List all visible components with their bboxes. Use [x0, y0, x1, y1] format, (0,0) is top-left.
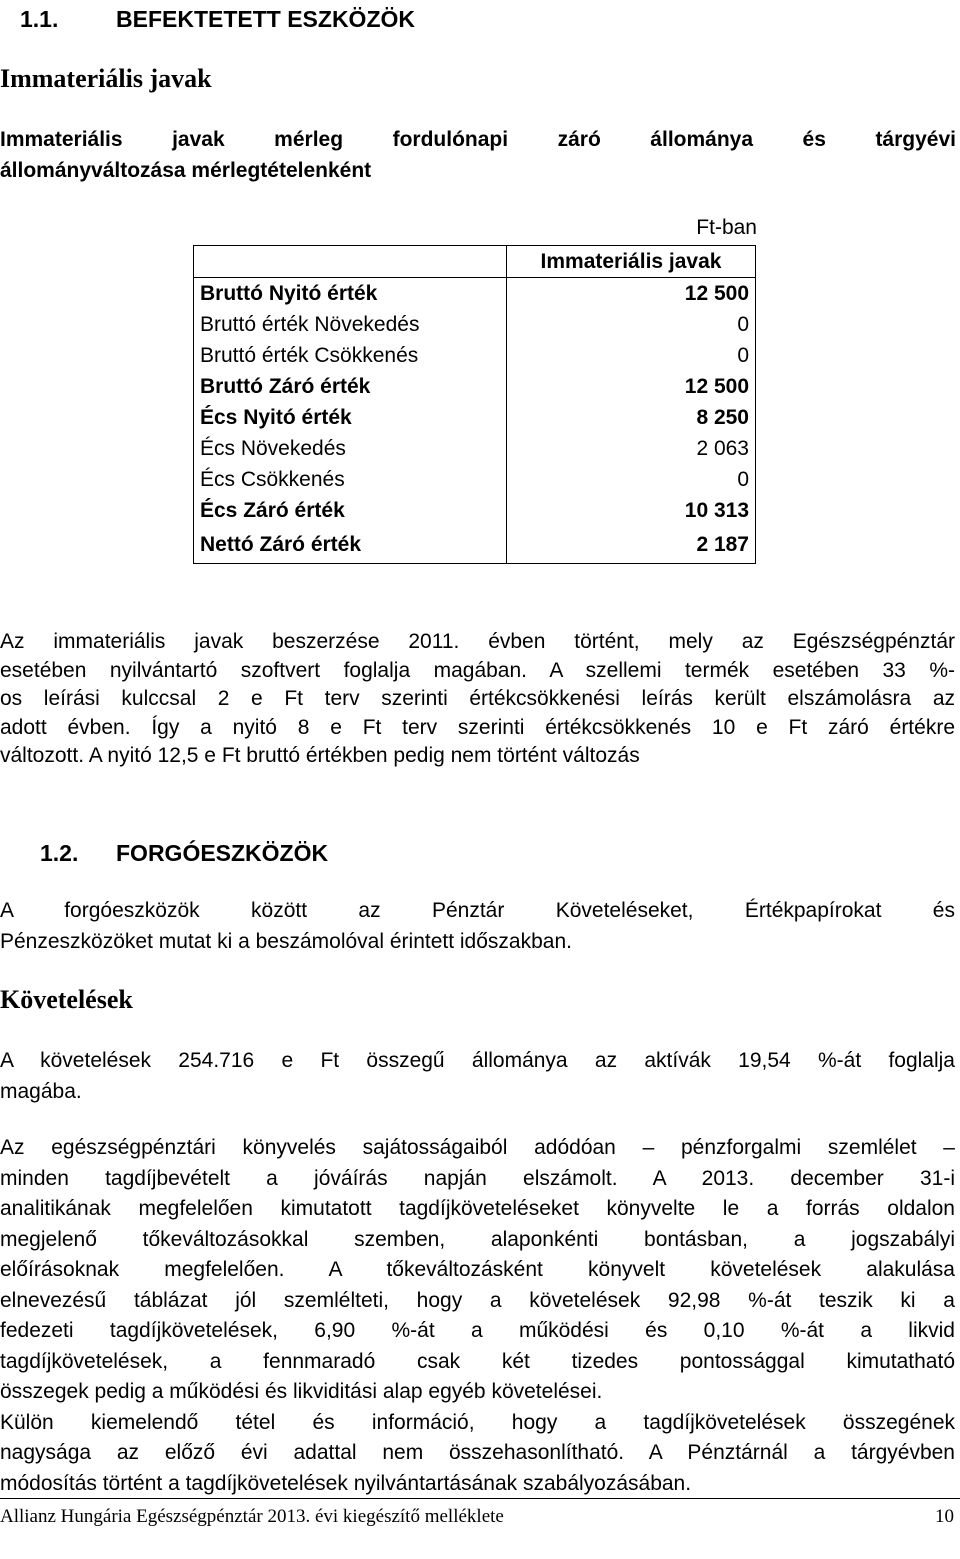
table-row — [194, 464, 756, 495]
table-header-row — [194, 246, 756, 278]
paragraph-line: módosítás történt a tagdíjkövetelések nyilvántartásának szabályozásában. — [0, 1471, 692, 1495]
row-label: Bruttó Záró érték — [194, 371, 507, 402]
paragraph-line: elnevezésű táblázat jól szemlélteti, hogy a követelések 92,98 %-át teszik ki a — [0, 1288, 955, 1312]
table-row — [194, 309, 756, 340]
row-label: Bruttó érték Csökkenés — [194, 340, 507, 371]
table-row — [194, 340, 756, 371]
intangible-paragraph — [0, 628, 955, 771]
paragraph-line: A követelések 254.716 e Ft összegű állománya az aktívák 19,54 %-át foglalja — [0, 1049, 955, 1072]
footer-rule — [0, 1498, 960, 1499]
section-title-1-2: FORGÓESZKÖZÖK — [116, 840, 329, 866]
table-row — [194, 402, 756, 433]
intangible-heading: Immateriális javak — [0, 64, 212, 93]
intangible-subheading — [0, 124, 956, 186]
current-assets-paragraph — [0, 896, 955, 957]
page-number: 10 — [935, 1506, 954, 1527]
paragraph-line: Külön kiemelendő tétel és információ, hogy a tagdíjkövetelések összegének — [0, 1410, 955, 1434]
row-label: Écs Csökkenés — [194, 464, 507, 495]
row-value: 0 — [507, 309, 756, 340]
row-label: Écs Nyitó érték — [194, 402, 507, 433]
subheading-line: állományváltozása mérlegtételenként — [0, 159, 372, 182]
row-value: 8 250 — [507, 402, 756, 433]
paragraph-line: A forgóeszközök között az Pénztár Követeléseket, Értékpapírokat és — [0, 899, 955, 922]
paragraph-line: Az immateriális javak beszerzése 2011. évben történt, mely az Egészségpénztár — [0, 630, 955, 653]
paragraph-line: változott. A nyitó 12,5 e Ft bruttó értékben pedig nem történt változás — [0, 744, 640, 767]
paragraph-line: nagysága az előző évi adattal nem összehasonlítható. A Pénztárnál a tárgyévben — [0, 1441, 955, 1464]
receivables-heading: Követelések — [0, 985, 133, 1014]
footer-text: Allianz Hungária Egészségpénztár 2013. évi kiegészítő melléklete — [0, 1506, 504, 1527]
row-value: 2 187 — [507, 526, 756, 564]
paragraph-line: analitikának megfelelően kimutatott tagdíjköveteléseket könyvelte le a forrás oldalon — [0, 1197, 955, 1220]
table-row — [194, 433, 756, 464]
paragraph-line: fedezeti tagdíjkövetelések, 6,90 %-át a működési és 0,10 %-át a likvid — [0, 1319, 955, 1342]
row-label: Écs Növekedés — [194, 433, 507, 464]
row-value: 0 — [507, 340, 756, 371]
table-row — [194, 371, 756, 402]
table-row — [194, 495, 756, 526]
paragraph-line: összegek pedig a működési és likviditási alap egyéb követelései. — [0, 1380, 603, 1403]
intangible-assets-table — [193, 245, 756, 564]
row-label: Bruttó érték Növekedés — [194, 309, 507, 340]
section-title-1-1: BEFEKTETETT ESZKÖZÖK — [116, 6, 415, 32]
paragraph-line: magába. — [0, 1079, 82, 1103]
paragraph-line: Az egészségpénztári könyvelés sajátosságaiból adódóan – pénzforgalmi szemlélet – — [0, 1136, 955, 1159]
row-value: 10 313 — [507, 495, 756, 526]
row-label: Nettó Záró érték — [194, 526, 507, 564]
subheading-line: Immateriális javak mérleg fordulónapi záró állománya és tárgyévi — [0, 128, 956, 151]
section-number-1-1: 1.1. — [20, 6, 59, 32]
row-value: 0 — [507, 464, 756, 495]
paragraph-line: tagdíjkövetelések, a fennmaradó csak két tizedes pontossággal kimutatható — [0, 1349, 955, 1373]
row-value: 12 500 — [507, 278, 756, 310]
row-value: 12 500 — [507, 371, 756, 402]
receivables-paragraph-1 — [0, 1046, 955, 1107]
paragraph-line: os leírási kulccsal 2 e Ft terv szerinti értékcsökkenési leírás került elszámolásra az — [0, 687, 955, 710]
paragraph-line: megjelenő tőkeváltozásokkal szemben, alaponkénti bontásban, a jogszabályi — [0, 1227, 955, 1251]
paragraph-line: esetében nyilvántartó szoftvert foglalja magában. A szellemi termék esetében 33 %- — [0, 658, 955, 682]
section-number-1-2: 1.2. — [40, 840, 79, 866]
paragraph-line: előírásoknak megfelelően. A tőkeváltozásként könyvelt követelések alakulása — [0, 1258, 955, 1281]
unit-label: Ft-ban — [696, 216, 757, 239]
table-column-header: Immateriális javak — [507, 246, 756, 278]
paragraph-line: minden tagdíjbevételt a jóváírás napján elszámolt. A 2013. december 31-i — [0, 1166, 955, 1190]
row-label: Écs Záró érték — [194, 495, 507, 526]
table-header-blank-cell — [194, 246, 507, 278]
table-row — [194, 278, 756, 310]
receivables-paragraph-2 — [0, 1133, 955, 1499]
paragraph-line: Pénzeszközöket mutat ki a beszámolóval érintett időszakban. — [0, 929, 572, 953]
paragraph-line: adott évben. Így a nyitó 8 e Ft terv szerinti értékcsökkenés 10 e Ft záró értékre — [0, 715, 955, 739]
row-label: Bruttó Nyitó érték — [194, 278, 507, 310]
row-value: 2 063 — [507, 433, 756, 464]
table-row — [194, 526, 756, 564]
